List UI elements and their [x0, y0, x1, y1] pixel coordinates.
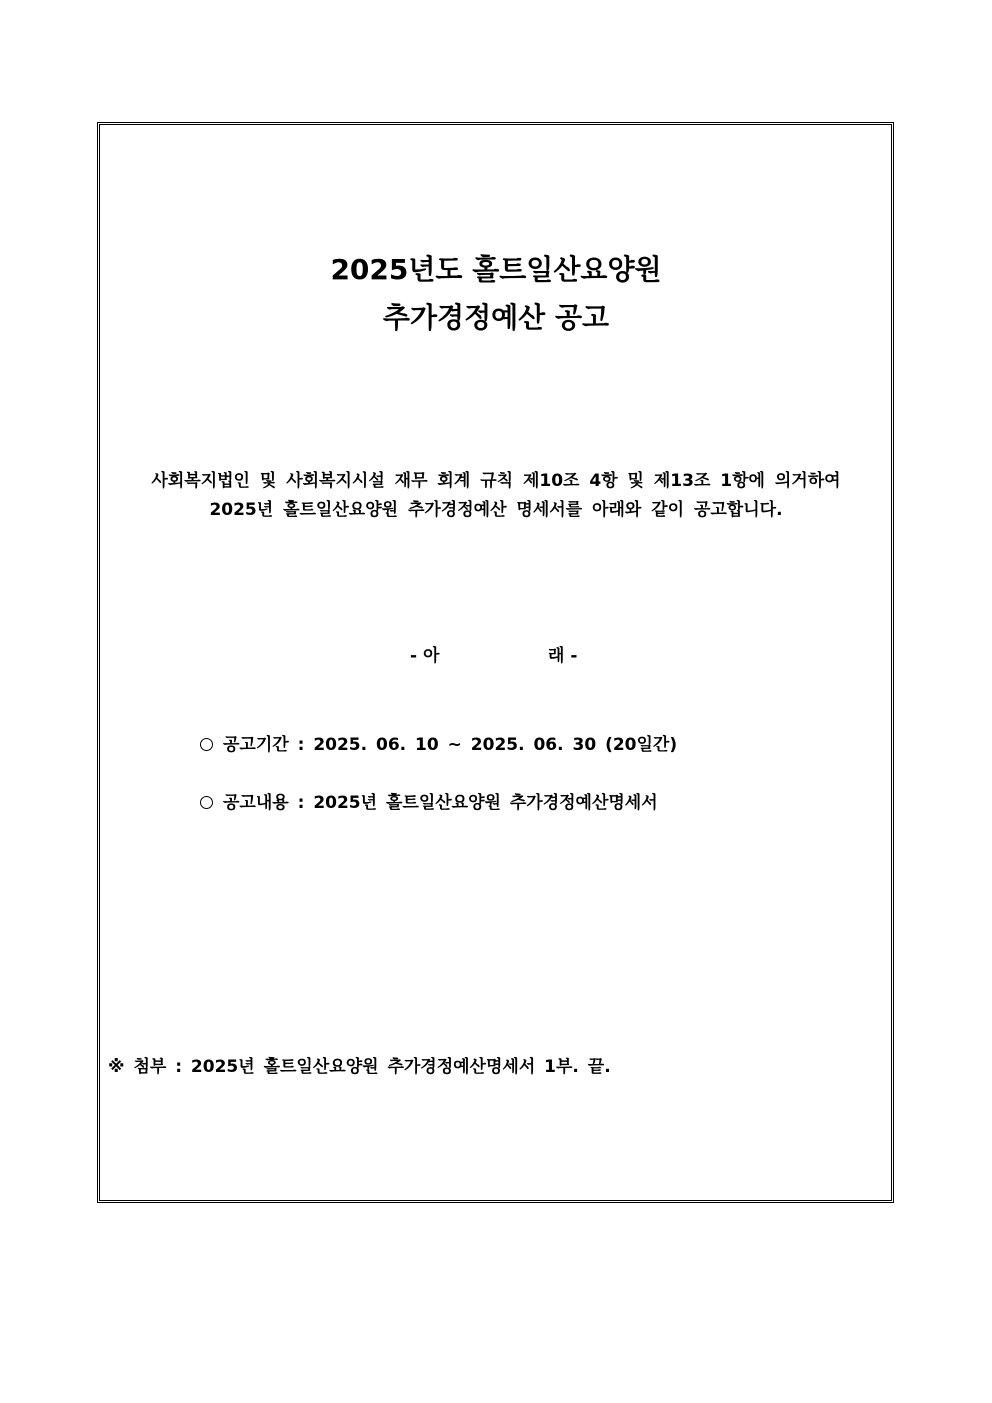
notice-content-item: [200, 788, 658, 813]
notice-body-line-1: 사회복지법인 및 사회복지시설 재무 회계 규칙 제10조 4항 및 제13조 1항에 의거하여: [151, 471, 841, 491]
notice-content-text: 공고내용 : 2025년 홀트일산요양원 추가경정예산명세서: [223, 793, 658, 813]
document-title-line-2: 추가경정예산 공고: [382, 301, 610, 334]
document-title-line-1: 2025년도 홀트일산요양원: [330, 253, 662, 286]
notice-period-text: 공고기간 : 2025. 06. 10 ~ 2025. 06. 30 (20일간): [223, 735, 678, 755]
notice-period-item: [200, 730, 677, 755]
circle-bullet-icon: [200, 796, 213, 809]
below-heading-left: - 아: [410, 646, 440, 666]
attachment-note: ※ 첨부 : 2025년 홀트일산요양원 추가경정예산명세서 1부. 끝.: [108, 1057, 611, 1077]
below-heading: [0, 641, 992, 665]
notice-body-line-2: 2025년 홀트일산요양원 추가경정예산 명세서를 아래와 같이 공고합니다.: [209, 500, 783, 520]
circle-bullet-icon: [200, 738, 213, 751]
below-heading-right: 래 -: [548, 646, 578, 666]
